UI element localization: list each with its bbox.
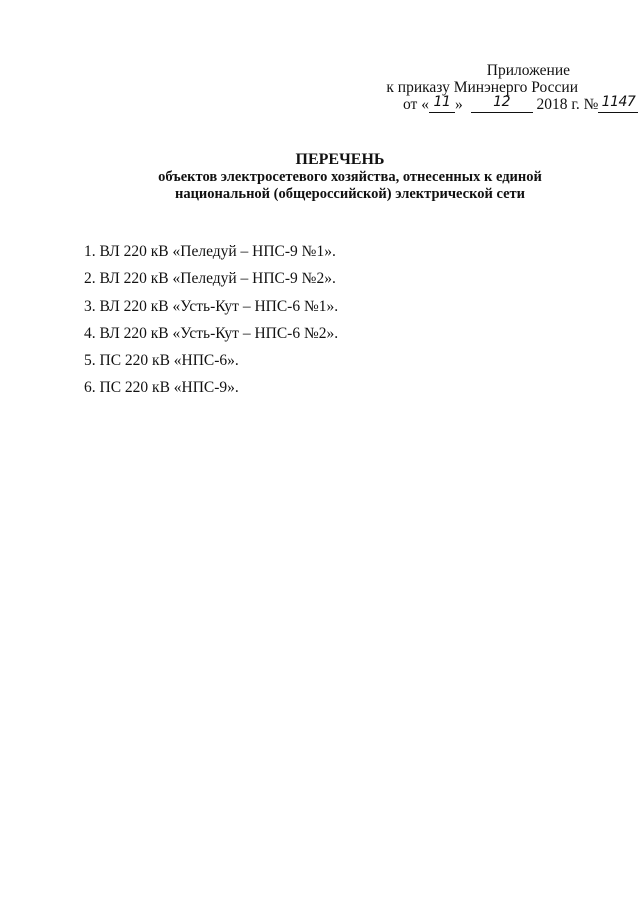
date-suffix: 2018 г. № xyxy=(536,96,599,113)
list-item: 2. ВЛ 220 кВ «Пеледуй – НПС-9 №2». xyxy=(84,270,336,288)
day-handwritten: 11 xyxy=(433,94,451,110)
title-subtitle-line-1: объектов электросетевого хозяйства, отнесенных к единой xyxy=(158,169,542,185)
month-field xyxy=(471,96,533,113)
appendix-label: Приложение xyxy=(486,62,570,79)
list-item: 6. ПС 220 кВ «НПС-9». xyxy=(84,379,239,397)
title-subtitle-line-2: национальной (общероссийской) электрической сети xyxy=(174,186,526,202)
document-title xyxy=(0,150,640,203)
number-field xyxy=(598,96,638,113)
date-prefix: от « xyxy=(403,96,429,113)
appendix-header xyxy=(380,62,610,96)
list-item: 5. ПС 220 кВ «НПС-6». xyxy=(84,352,239,370)
list-item: 3. ВЛ 220 кВ «Усть-Кут – НПС-6 №1». xyxy=(84,297,339,315)
number-handwritten: 1147 xyxy=(601,94,636,110)
list-item: 1. ВЛ 220 кВ «Пеледуй – НПС-9 №1». xyxy=(84,243,336,260)
order-reference: к приказу Минэнерго России xyxy=(386,79,578,96)
objects-list xyxy=(84,243,338,407)
month-handwritten: 12 xyxy=(493,94,510,110)
order-date-line xyxy=(403,96,638,114)
list-item: 4. ВЛ 220 кВ «Усть-Кут – НПС-6 №2». xyxy=(84,324,339,342)
day-field xyxy=(429,96,455,113)
title-heading: ПЕРЕЧЕНЬ xyxy=(295,151,385,168)
date-mid: » xyxy=(454,96,463,113)
